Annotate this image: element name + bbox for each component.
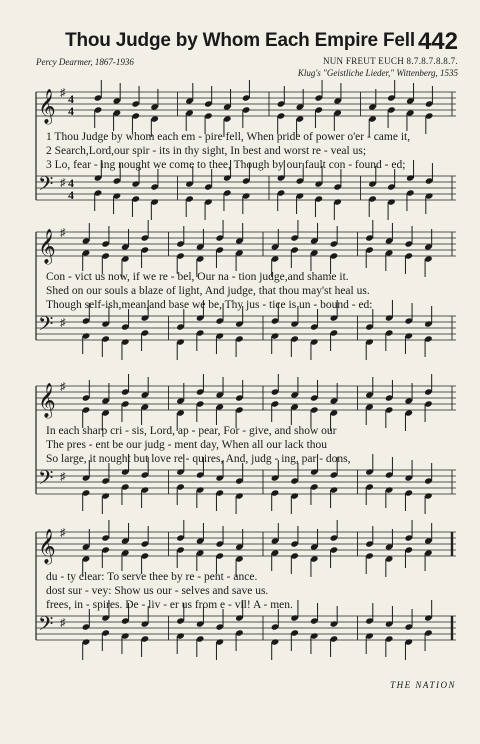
alto-note <box>404 546 413 568</box>
bass-note <box>365 632 374 654</box>
alto-note <box>113 109 122 131</box>
bass-note <box>82 332 91 354</box>
tenor-note <box>121 309 130 331</box>
bass-note <box>121 338 130 360</box>
soprano-note <box>290 377 299 399</box>
alto-note <box>314 106 323 128</box>
soprano-note <box>387 80 396 102</box>
bass-note <box>310 632 319 654</box>
tenor-note <box>150 169 159 191</box>
soprano-note <box>425 86 434 108</box>
soprano-note <box>215 526 224 548</box>
soprano-note <box>113 83 122 105</box>
bass-note <box>185 195 194 217</box>
bass-note <box>215 489 224 511</box>
treble-clef-icon: 𝄞 <box>38 383 56 418</box>
bass-note <box>82 489 91 511</box>
soprano-note <box>404 226 413 248</box>
bass-note <box>204 198 213 220</box>
bass-note <box>271 638 280 660</box>
tenor-note <box>404 609 413 631</box>
alto-note <box>94 106 103 128</box>
tenor-note <box>290 463 299 485</box>
alto-note <box>176 546 185 568</box>
alto-note <box>215 403 224 425</box>
alto-note <box>82 249 91 271</box>
soprano-note <box>176 520 185 542</box>
soprano-note <box>101 226 110 248</box>
lyric-line-2: 2 Search,Lord,our spir - its in thy sight, In best and worst re - veal us; <box>46 145 367 157</box>
soprano-note <box>176 226 185 248</box>
bass-clef-icon: 𝄢 <box>38 172 54 200</box>
alto-note <box>271 400 280 422</box>
tenor-note <box>235 463 244 485</box>
treble-staff <box>36 386 456 410</box>
bass-note <box>121 632 130 654</box>
soprano-note <box>141 377 150 399</box>
bass-note <box>365 338 374 360</box>
bass-note <box>425 192 434 214</box>
lyric-line-2: Shed on our souls a blaze of light, And judge, that thou may'st heal us. <box>46 285 370 297</box>
soprano-note <box>271 523 280 545</box>
alto-note <box>271 549 280 571</box>
lyric-line-1: 1 Thou Judge by whom each em - pire fell, When pride of power o'er - came it, <box>46 131 411 143</box>
bass-note <box>424 335 433 357</box>
key-sharp-icon: ♯ <box>60 87 66 99</box>
key-sharp-icon: ♯ <box>60 527 66 539</box>
bass-note <box>310 338 319 360</box>
key-sharp-icon: ♯ <box>60 381 66 393</box>
treble-staff <box>36 532 456 556</box>
soprano-note <box>94 80 103 102</box>
treble-clef-icon: 𝄞 <box>38 529 56 564</box>
tenor-note <box>271 609 280 631</box>
alto-note <box>121 549 130 571</box>
soprano-note <box>242 80 251 102</box>
alto-note <box>185 109 194 131</box>
bass-note <box>271 332 280 354</box>
bass-note <box>404 638 413 660</box>
bass-note <box>333 198 342 220</box>
tenor-note <box>387 169 396 191</box>
bass-note <box>385 486 394 508</box>
lyric-line-1: Con - vict us now, if we re - bel, Our na - tion judge,and shame it. <box>46 271 349 283</box>
bass-staff <box>36 616 456 640</box>
alto-note <box>406 109 415 131</box>
bass-note <box>176 632 185 654</box>
bass-note <box>242 192 251 214</box>
soprano-note <box>314 80 323 102</box>
soprano-note <box>121 523 130 545</box>
soprano-note <box>141 220 150 242</box>
bass-note <box>196 635 205 657</box>
music-system-3 <box>36 376 456 506</box>
tune-name: NUN FREUT EUCH 8.7.8.7.8.8.7. <box>322 56 458 66</box>
alto-note <box>310 249 319 271</box>
soprano-note <box>330 226 339 248</box>
bass-note <box>82 638 91 660</box>
soprano-note <box>82 223 91 245</box>
soprano-note <box>235 380 244 402</box>
lyric-line-1: du - ty clear: To serve thee by re - pent - ance. <box>46 571 258 583</box>
alto-note <box>385 249 394 271</box>
alto-note <box>290 403 299 425</box>
key-sharp-icon: ♯ <box>60 617 66 629</box>
tenor-note <box>204 169 213 191</box>
treble-clef-icon: 𝄞 <box>38 229 56 264</box>
key-sharp-icon: ♯ <box>60 227 66 239</box>
hymn-number: 442 <box>417 28 458 55</box>
soprano-note <box>82 380 91 402</box>
bass-note <box>101 335 110 357</box>
time-signature: 4 <box>68 92 74 106</box>
bass-staff <box>36 470 456 494</box>
key-sharp-icon: ♯ <box>60 317 66 329</box>
lyric-line-3: frees, in - spires. De - liv - er us from e - vil! A - men. <box>46 599 293 611</box>
author-credit: Percy Dearmer, 1867-1936 <box>36 57 134 67</box>
alto-note <box>330 546 339 568</box>
alto-note <box>141 403 150 425</box>
lyric-line-2: dost sur - vey: Show us our - selves and save us. <box>46 585 269 597</box>
soprano-note <box>196 523 205 545</box>
bass-note <box>387 198 396 220</box>
soprano-note <box>424 523 433 545</box>
bass-note <box>290 492 299 514</box>
music-system-2 <box>36 222 456 352</box>
bass-note <box>296 192 305 214</box>
time-signature: 4 <box>68 188 74 202</box>
bass-note <box>235 492 244 514</box>
alto-note <box>141 246 150 268</box>
tenor-note <box>101 463 110 485</box>
lyric-line-3: 3 Lo, fear - ing nought we come to thee, Though by our fault con - found - ed; <box>46 159 406 171</box>
bass-note <box>131 195 140 217</box>
alto-note <box>365 403 374 425</box>
alto-note <box>235 249 244 271</box>
music-system-1 <box>36 82 456 212</box>
hymn-title: Thou Judge by Whom Each Empire Fell <box>65 30 415 51</box>
lyric-line-3: Though self-ish,mean,and base we be, Thy jus - tice is un - bound - ed: <box>46 299 373 311</box>
lyric-line-1: In each sharp cri - sis, Lord, ap - pear, For - give, and show our <box>46 425 337 437</box>
bass-note <box>271 489 280 511</box>
bass-note <box>330 635 339 657</box>
bass-note <box>141 486 150 508</box>
soprano-note <box>330 520 339 542</box>
alto-note <box>424 400 433 422</box>
soprano-note <box>131 86 140 108</box>
soprano-note <box>385 223 394 245</box>
soprano-note <box>101 520 110 542</box>
lyric-line-3: So large, it nought but love re - quires, And, judg - ing, par - dons, <box>46 453 351 465</box>
soprano-note <box>121 374 130 396</box>
alto-note <box>121 400 130 422</box>
alto-note <box>242 106 251 128</box>
alto-note <box>215 246 224 268</box>
alto-note <box>387 106 396 128</box>
key-sharp-icon: ♯ <box>60 177 66 189</box>
tune-source: Klug's "Geistliche Lieder," Wittenberg, 1535 <box>297 68 458 78</box>
tenor-note <box>215 609 224 631</box>
soprano-note <box>385 380 394 402</box>
tenor-note <box>310 309 319 331</box>
bass-note <box>215 332 224 354</box>
bass-note <box>141 635 150 657</box>
bass-clef-icon: 𝄢 <box>38 312 54 340</box>
alto-note <box>365 246 374 268</box>
tenor-note <box>424 463 433 485</box>
tenor-note <box>176 309 185 331</box>
bass-note <box>424 492 433 514</box>
bass-staff <box>36 316 456 340</box>
soprano-note <box>333 83 342 105</box>
alto-note <box>101 546 110 568</box>
bass-note <box>101 492 110 514</box>
bass-note <box>330 486 339 508</box>
bass-note <box>235 335 244 357</box>
alto-note <box>333 109 342 131</box>
soprano-note <box>290 526 299 548</box>
soprano-note <box>215 377 224 399</box>
key-sharp-icon: ♯ <box>60 471 66 483</box>
bass-note <box>314 195 323 217</box>
soprano-note <box>196 374 205 396</box>
soprano-note <box>365 377 374 399</box>
bass-note <box>404 489 413 511</box>
soprano-note <box>277 86 286 108</box>
soprano-note <box>141 526 150 548</box>
bass-clef-icon: 𝄢 <box>38 466 54 494</box>
alto-note <box>290 246 299 268</box>
bass-note <box>150 198 159 220</box>
soprano-note <box>404 520 413 542</box>
time-signature: 4 <box>68 176 74 190</box>
bass-note <box>196 486 205 508</box>
soprano-note <box>235 223 244 245</box>
bass-note <box>176 338 185 360</box>
soprano-note <box>365 526 374 548</box>
soprano-note <box>310 380 319 402</box>
bass-note <box>290 335 299 357</box>
soprano-note <box>424 374 433 396</box>
time-signature: 4 <box>68 104 74 118</box>
bass-note <box>368 195 377 217</box>
tenor-note <box>333 169 342 191</box>
soprano-note <box>204 86 213 108</box>
bass-note <box>404 332 413 354</box>
music-system-4 <box>36 522 456 652</box>
alto-note <box>196 400 205 422</box>
bass-note <box>215 638 224 660</box>
soprano-note <box>290 220 299 242</box>
tenor-note <box>82 609 91 631</box>
bass-note <box>113 192 122 214</box>
soprano-note <box>310 223 319 245</box>
soprano-note <box>215 220 224 242</box>
soprano-note <box>185 83 194 105</box>
lyric-line-2: The pres - ent be our judg - ment day, When all our lack thou <box>46 439 328 451</box>
bass-note <box>385 635 394 657</box>
alto-note <box>424 549 433 571</box>
alto-note <box>196 549 205 571</box>
soprano-note <box>271 374 280 396</box>
treble-clef-icon: 𝄞 <box>38 89 56 124</box>
section-label: THE NATION <box>390 680 456 690</box>
treble-staff <box>36 232 456 256</box>
soprano-note <box>406 83 415 105</box>
tenor-note <box>365 309 374 331</box>
soprano-note <box>365 220 374 242</box>
bass-clef-icon: 𝄢 <box>38 612 54 640</box>
